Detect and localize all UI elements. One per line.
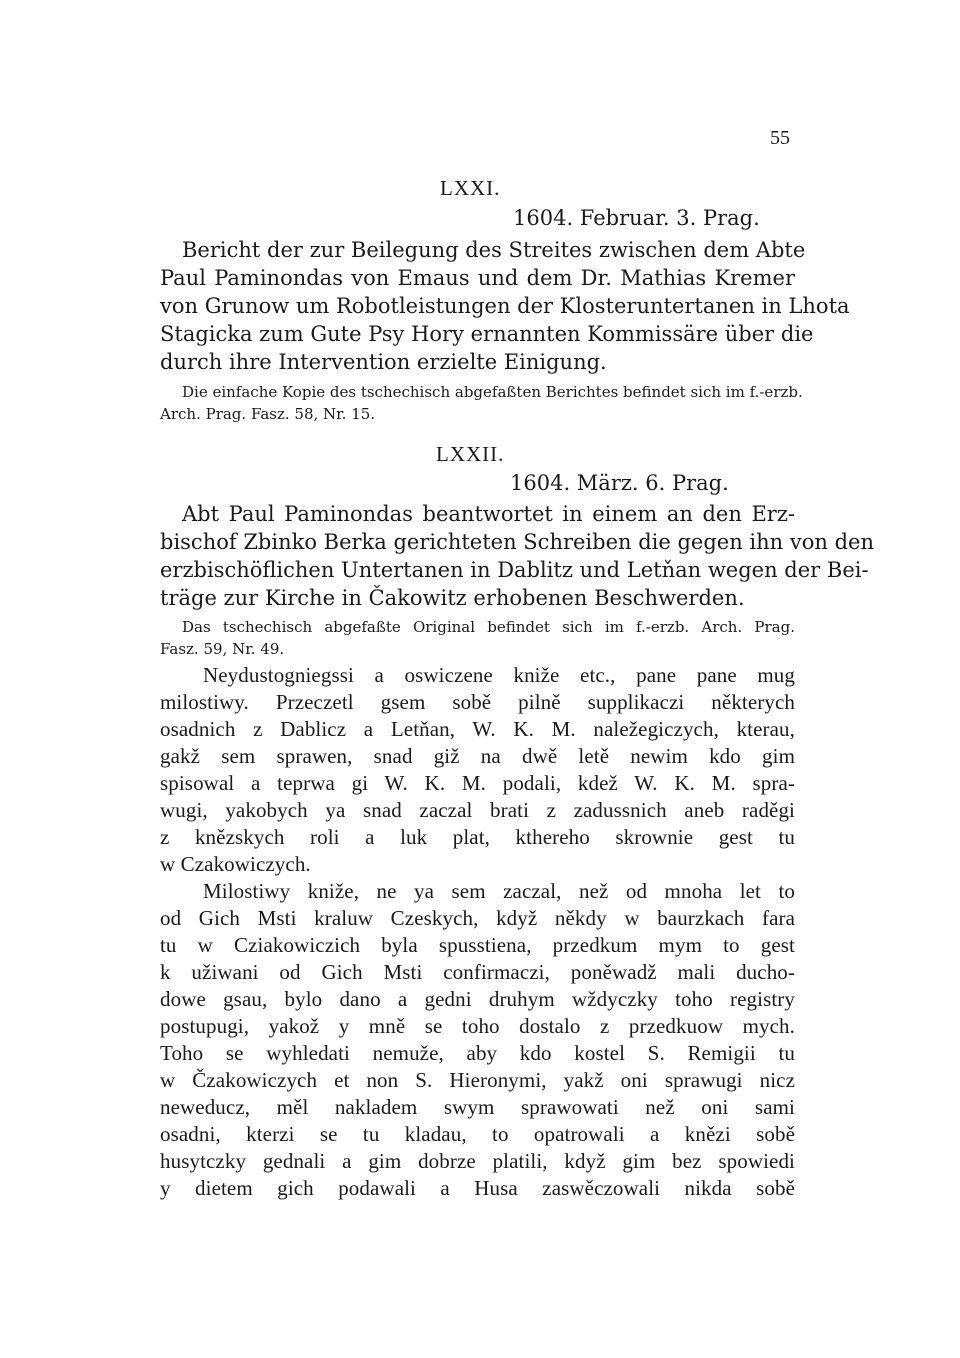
doc-number: LXXI. [440,176,501,200]
dateline: 1604. März. 6. Prag. [510,471,729,495]
letter-line: wugi, yakobych ya snad zaczal brati z zadussnich aneb raděgi [160,798,795,822]
letter-line: postupugi, yakož y mně se toho dostalo z przedkuow mych. [160,1014,795,1038]
summary-line: von Grunow um Robotleistungen der Klosteruntertanen in Lhota [160,294,850,318]
summary-line: Paul Paminondas von Emaus und dem Dr. Mathias Kremer [160,266,795,290]
summary-line: bischof Zbinko Berka gerichteten Schreiben die gegen ihn von den [160,530,874,554]
letter-line: Neydustogniegssi a oswiczene kniže etc., pane pane mug [203,663,795,687]
letter-line: k užiwani od Gich Msti confirmaczi, poněwadž mali ducho- [160,960,795,984]
letter-line: dowe gsau, bylo dano a gedni druhym wždyczky toho registry [160,987,795,1011]
doc-number: LXXII. [436,442,505,466]
archive-note: Das tschechisch abgefaßte Original befindet sich im f.-erzb. Arch. Prag. [182,618,795,636]
letter-line: y dietem gich podawali a Husa zaswěczowali nikda sobě [160,1176,795,1200]
letter-line: od Gich Msti kraluw Czeskych, když někdy w baurzkach fara [160,906,795,930]
summary-line: träge zur Kirche in Čakowitz erhobenen Beschwerden. [160,586,745,610]
page-number: 55 [770,127,790,149]
archive-note: Fasz. 59, Nr. 49. [160,640,285,658]
summary-line: erzbischöflichen Untertanen in Dablitz und Letňan wegen der Bei- [160,558,869,582]
letter-line: osadni, kterzi se tu kladau, to opatrowali a knězi sobě [160,1122,795,1146]
letter-line: tu w Cziakowiczich byla spusstiena, przedkum mym to gest [160,933,795,957]
letter-line: spisowal a teprwa gi W. K. M. podali, kdež W. K. M. spra- [160,771,795,795]
letter-line: Toho se wyhledati nemuže, aby kdo kostel S. Remigii tu [160,1041,795,1065]
summary-line: durch ihre Intervention erzielte Einigung. [160,350,607,374]
letter-line: w Čzakowiczych et non S. Hieronymi, yakž oni sprawugi nicz [160,1068,795,1092]
letter-line: milostiwy. Przeczetl gsem sobě pilně supplikaczi některych [160,690,795,714]
archive-note: Die einfache Kopie des tschechisch abgefaßten Berichtes befindet sich im f.-erzb. [182,383,803,401]
letter-line: z knězskych roli a luk plat, kthereho skrownie gest tu [160,825,795,849]
letter-line: husytczky gednali a gim dobrze platili, když gim bez spowiedi [160,1149,795,1173]
letter-line: osadnich z Dablicz a Letňan, W. K. M. naležegiczych, kterau, [160,717,795,741]
dateline: 1604. Februar. 3. Prag. [513,206,760,230]
archive-note: Arch. Prag. Fasz. 58, Nr. 15. [160,405,376,423]
letter-line: neweducz, měl nakladem swym sprawowati než oni sami [160,1095,795,1119]
letter-line: gakž sem sprawen, snad giž na dwě letě newim kdo gim [160,744,795,768]
summary-line: Stagicka zum Gute Psy Hory ernannten Kommissäre über die [160,322,814,346]
letter-line: Milostiwy kniže, ne ya sem zaczal, než od mnoha let to [203,879,795,903]
letter-line: w Czakowiczych. [160,852,311,876]
summary-line: Bericht der zur Beilegung des Streites zwischen dem Abte [182,238,806,262]
summary-line: Abt Paul Paminondas beantwortet in einem an den Erz- [182,502,795,526]
